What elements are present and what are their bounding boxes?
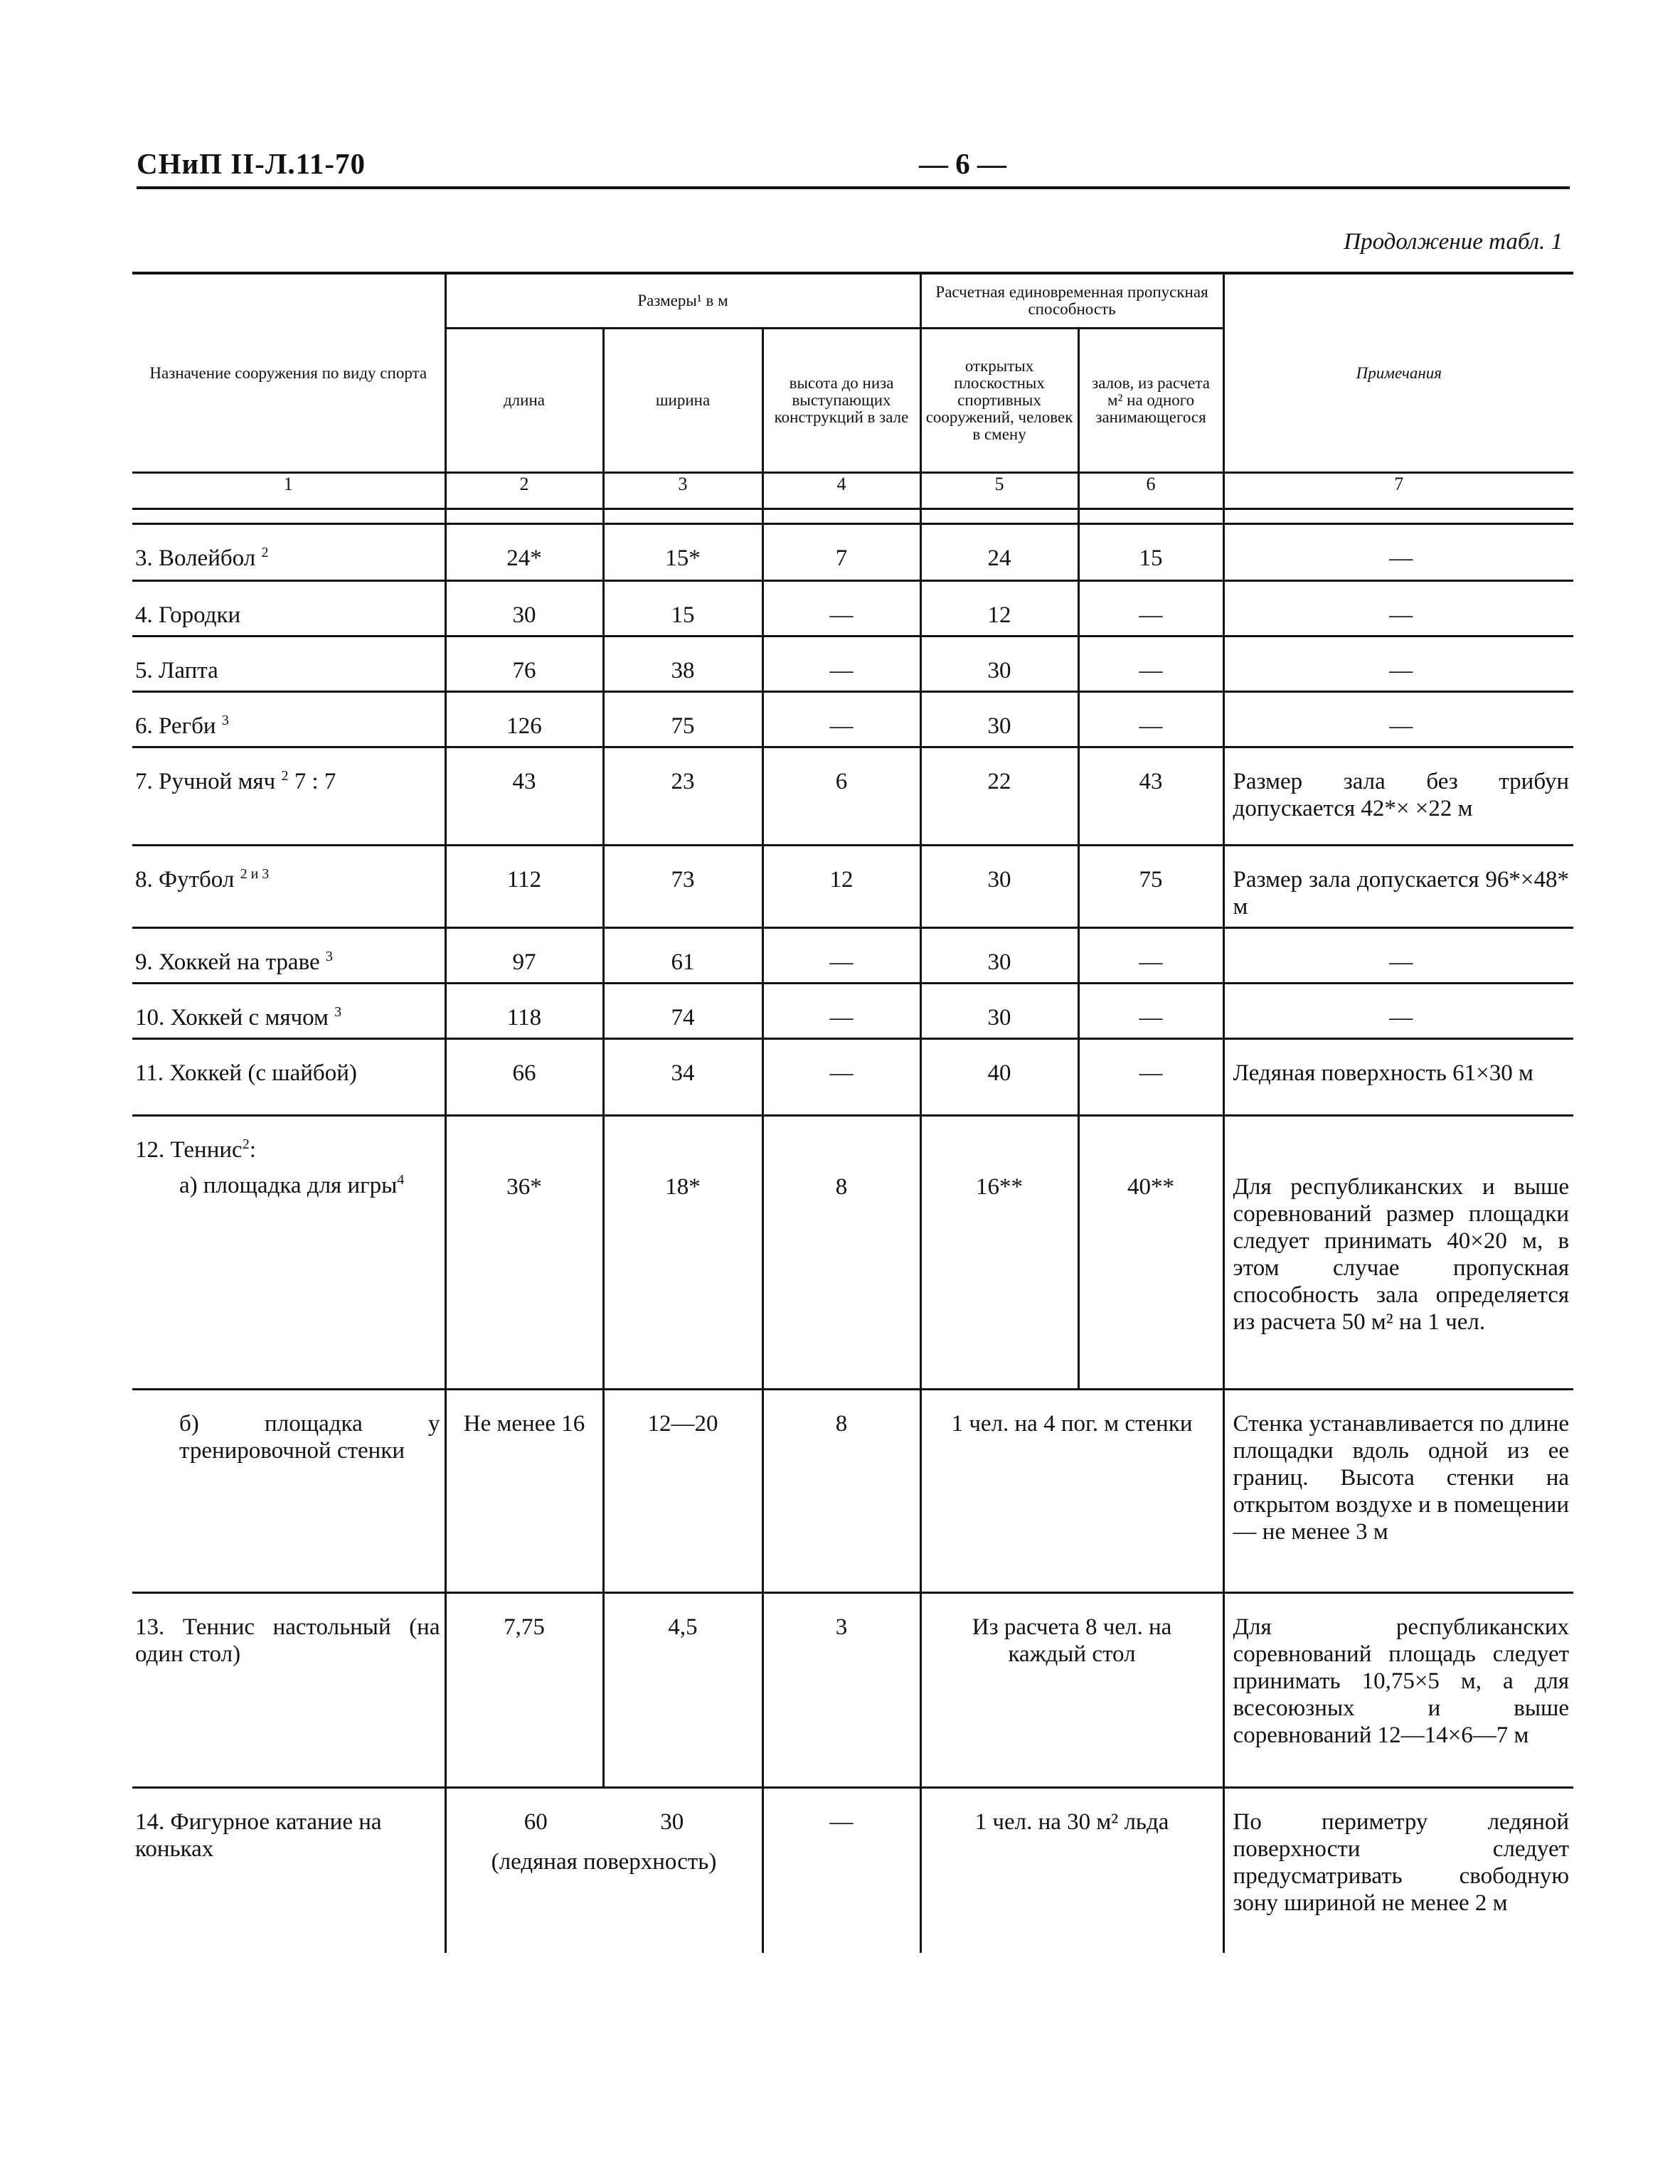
length-cell: 24* [445,524,603,581]
note-cell: Для республиканских соревнований площадь следует принимать 10,75×5 м, а для всесоюзных и выше соревнований 12—14×6—7 м [1223,1593,1573,1788]
table-continuation-caption: Продолжение табл. 1 [1344,229,1563,255]
length-cell: 97 [445,928,603,984]
sport-name-text: 11. Хоккей (с шайбой) [135,1060,357,1086]
height-cell: — [762,692,920,747]
width-value: 30 [660,1809,684,1835]
open-capacity-cell: 24 [920,524,1078,581]
height-cell: 3 [762,1593,920,1788]
width-cell: 74 [603,984,762,1039]
height-cell: 8 [762,1390,920,1593]
sport-name [132,524,445,581]
note-cell: Размер зала допускается 96*×48* м [1223,846,1573,928]
header-purpose: Назначение сооружения по виду спорта [132,273,445,473]
width-cell: 34 [603,1039,762,1116]
hall-capacity-cell: — [1078,692,1223,747]
note-cell: — [1223,636,1573,692]
width-cell: 38 [603,636,762,692]
footnote-mark: 2 [261,545,269,560]
table-row [132,1788,1573,1953]
width-cell: 73 [603,846,762,928]
page-number: — 6 — [919,147,1006,180]
width-cell: 4,5 [603,1593,762,1788]
width-cell: 15 [603,581,762,636]
hall-capacity-cell: — [1078,581,1223,636]
width-cell: 12—20 [603,1390,762,1593]
open-capacity-cell: 16** [920,1116,1078,1390]
width-cell: 18* [603,1116,762,1390]
sport-name-text: 6. Регби [135,713,216,739]
note-cell: — [1223,524,1573,581]
hall-capacity-cell: 43 [1078,747,1223,846]
col-number: 3 [603,473,762,509]
note-cell: По периметру ледяной поверхности следует предусматривать свободную зону шириной не менее 2 м [1223,1788,1573,1953]
open-capacity-cell: 30 [920,984,1078,1039]
header-hall-capacity: залов, из расчета м² на одного занимающегося [1078,329,1223,473]
col-number: 5 [920,473,1078,509]
hall-capacity-cell: 75 [1078,846,1223,928]
open-capacity-cell: 30 [920,636,1078,692]
footnote-mark: 3 [221,713,229,728]
hall-capacity-cell: 15 [1078,524,1223,581]
sport-name-text: 5. Лапта [135,658,218,683]
note-cell: Стенка устанавливается по длине площадки вдоль одной из ее границ. Высота стенки на открытом воздухе и в помещении — не менее 3 м [1223,1390,1573,1593]
sport-name [132,984,445,1039]
height-cell: — [762,636,920,692]
note-cell: — [1223,692,1573,747]
note-cell: — [1223,581,1573,636]
sport-name-suffix: 7 : 7 [288,769,336,794]
height-cell: — [762,928,920,984]
header-height: высота до низа выступающих конструкций в зале [762,329,920,473]
sport-name [132,928,445,984]
sport-name-text: 3. Волейбол [135,545,256,571]
table-row [132,1390,1573,1593]
sport-name-text: 8. Футбол [135,867,235,893]
hall-capacity-cell: 40** [1078,1116,1223,1390]
sport-name-text: 4. Городки [135,602,241,628]
hall-capacity-cell: — [1078,984,1223,1039]
length-cell: 30 [445,581,603,636]
length-cell: 66 [445,1039,603,1116]
height-cell: 8 [762,1116,920,1390]
sport-name: б) площадка у тренировочной стенки [132,1390,445,1593]
note-cell: — [1223,928,1573,984]
length-cell: Не менее 16 [445,1390,603,1593]
length-cell: 126 [445,692,603,747]
length-cell: 43 [445,747,603,846]
document-code: СНиП II-Л.11-70 [137,147,366,180]
table-row [132,1116,1573,1390]
sport-name [132,1039,445,1116]
sport-name: 12. Теннис$^2$: а) площадка для игры$^4$ [132,1116,445,1390]
note-cell: Для республиканских и выше соревнований размер площадки следует принимать 40×20 м, в этом случае пропускная способность зала определяется из расчета 50 м² на 1 чел. [1223,1116,1573,1390]
tennis-title: 12. Теннис [135,1137,243,1163]
sport-name [132,747,445,846]
col-number: 2 [445,473,603,509]
height-cell: — [762,984,920,1039]
width-cell: 61 [603,928,762,984]
sports-facilities-table [132,272,1573,1953]
open-capacity-cell: 30 [920,928,1078,984]
capacity-cell: 1 чел. на 30 м² льда [920,1788,1223,1953]
sport-name [132,581,445,636]
length-value: 60 [523,1809,548,1835]
open-capacity-cell: 12 [920,581,1078,636]
col-number: 7 [1223,473,1573,509]
header-rule [137,186,1570,189]
ice-surface-label: (ледяная поверхность) [491,1849,717,1875]
hall-capacity-cell: — [1078,1039,1223,1116]
open-capacity-cell: 30 [920,846,1078,928]
sport-name: 14. Фигурное катание на коньках [132,1788,445,1953]
footnote-mark: 3 [334,1004,342,1020]
length-cell: 112 [445,846,603,928]
length-cell: 7,75 [445,1593,603,1788]
sport-name-text: 9. Хоккей на траве [135,949,320,975]
header-length: длина [445,329,603,473]
page-header [137,147,1570,189]
footnote-mark: 4 [397,1172,405,1188]
table-row [132,747,1573,846]
height-cell: 12 [762,846,920,928]
col-number: 6 [1078,473,1223,509]
tennis-a-name: а) площадка для игры [179,1173,398,1198]
header-width: ширина [603,329,762,473]
ice-size-cell [445,1788,762,1953]
footnote-mark: 3 [325,949,333,964]
capacity-cell: Из расчета 8 чел. на каждый стол [920,1593,1223,1788]
open-capacity-cell: 40 [920,1039,1078,1116]
height-cell: 6 [762,747,920,846]
footnote-mark: 2 [281,768,289,784]
height-cell: — [762,1788,920,1953]
note-cell: Размер зала без трибун допускается 42*× ×22 м [1223,747,1573,846]
table-row [132,1039,1573,1116]
table-row [132,1593,1573,1788]
note-cell: — [1223,984,1573,1039]
width-cell: 15* [603,524,762,581]
col-number: 1 [132,473,445,509]
table-row [132,928,1573,984]
width-cell: 23 [603,747,762,846]
table-row [132,984,1573,1039]
sport-name [132,846,445,928]
open-capacity-cell: 30 [920,692,1078,747]
table-row [132,692,1573,747]
sport-name [132,636,445,692]
length-cell: 76 [445,636,603,692]
table-row [132,524,1573,581]
header-notes: Примечания [1223,273,1573,473]
note-cell: Ледяная поверхность 61×30 м [1223,1039,1573,1116]
width-cell: 75 [603,692,762,747]
footnote-mark: 2 [242,1136,250,1152]
capacity-cell: 1 чел. на 4 пог. м стенки [920,1390,1223,1593]
height-cell: — [762,1039,920,1116]
sport-name-text: 7. Ручной мяч [135,769,276,794]
length-cell: 36* [445,1116,603,1390]
header-open-capacity: открытых плоскостных спортивных сооружений, человек в смену [920,329,1078,473]
table-row [132,846,1573,928]
open-capacity-cell: 22 [920,747,1078,846]
table-row [132,636,1573,692]
header-capacity-group: Расчетная единовременная пропускная способность [920,273,1223,329]
hall-capacity-cell: — [1078,928,1223,984]
col-number: 4 [762,473,920,509]
length-cell: 118 [445,984,603,1039]
height-cell: 7 [762,524,920,581]
height-cell: — [762,581,920,636]
sport-name [132,692,445,747]
sport-name: 13. Теннис настольный (на один стол) [132,1593,445,1788]
hall-capacity-cell: — [1078,636,1223,692]
sport-name-text: 10. Хоккей с мячом [135,1005,329,1030]
header-dimensions-group: Размеры¹ в м [445,273,920,329]
table-row [132,581,1573,636]
footnote-mark: 2 и 3 [240,866,270,882]
